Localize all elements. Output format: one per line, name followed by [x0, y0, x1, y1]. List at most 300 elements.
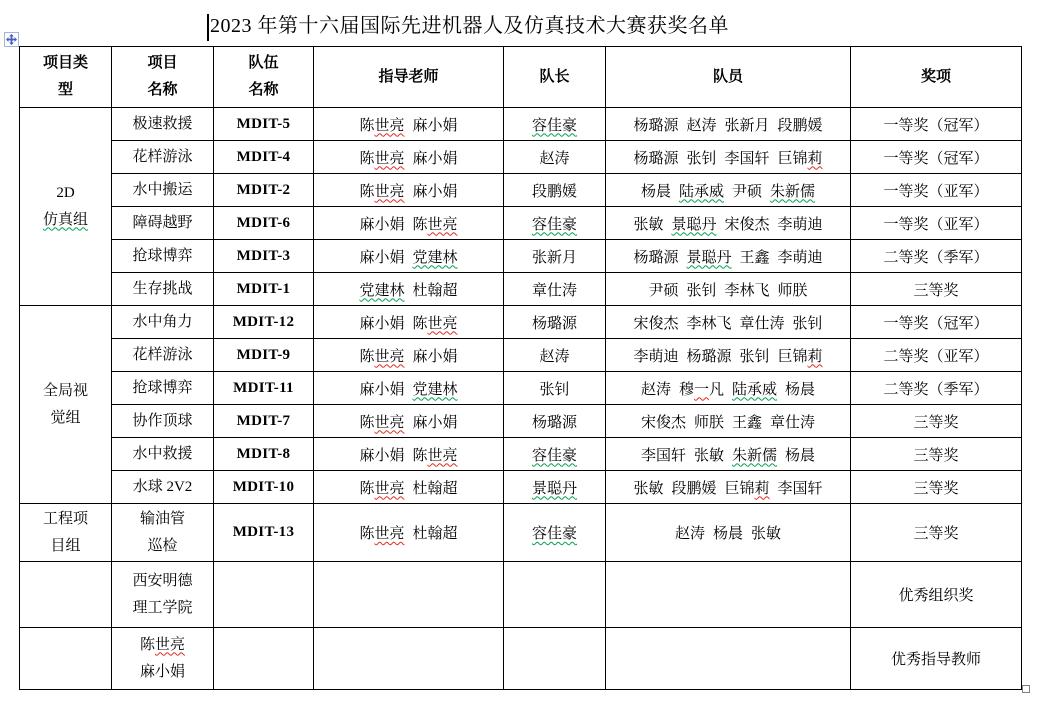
- project-cell[interactable]: [112, 141, 214, 174]
- cell-line: [114, 441, 211, 468]
- text-segment: 宋俊杰: [640, 414, 686, 431]
- person-name: [770, 180, 815, 201]
- person-name: [732, 378, 777, 399]
- person-name: [532, 411, 577, 432]
- person-name: [648, 279, 678, 300]
- text-segment: 世亮: [374, 480, 405, 497]
- text-segment: 景聪丹: [531, 480, 577, 497]
- text-segment: 张敏: [633, 216, 664, 233]
- person-name: [641, 411, 686, 432]
- header-captain[interactable]: [504, 47, 606, 108]
- captain-cell[interactable]: [504, 438, 606, 471]
- project-cell[interactable]: [112, 207, 214, 240]
- project-cell[interactable]: [112, 438, 214, 471]
- captain-cell[interactable]: [504, 240, 606, 273]
- members-cell[interactable]: [606, 471, 851, 504]
- text-segment: 王鑫: [732, 414, 763, 431]
- text-segment: 麻小娟: [359, 249, 405, 266]
- table-row: [20, 240, 1022, 273]
- person-name: [785, 378, 815, 399]
- captain-cell[interactable]: [504, 405, 606, 438]
- advisors-cell[interactable]: [314, 405, 504, 438]
- person-name: [359, 378, 404, 399]
- person-name: [686, 147, 716, 168]
- text-segment: 陈: [359, 480, 375, 497]
- cell-line: 队员: [712, 68, 743, 85]
- table-row: [20, 405, 1022, 438]
- person-name: [413, 378, 458, 399]
- table-row: [20, 372, 1022, 405]
- captain-cell[interactable]: [504, 339, 606, 372]
- text-segment: 全局视: [42, 382, 88, 399]
- text-segment: 水中角力: [132, 313, 193, 330]
- person-name: [785, 444, 815, 465]
- person-name: [686, 345, 731, 366]
- text-segment: 段鹏媛: [777, 117, 823, 134]
- person-name: [413, 522, 458, 543]
- person-name: [732, 180, 762, 201]
- members-cell[interactable]: [606, 405, 851, 438]
- person-name: [778, 114, 823, 135]
- table-move-handle[interactable]: [4, 32, 19, 47]
- members-cell[interactable]: [606, 174, 851, 207]
- person-name: [532, 180, 577, 201]
- text-segment: 杨晨: [712, 526, 743, 542]
- advisors-cell[interactable]: [314, 306, 504, 339]
- table-row: [20, 273, 1022, 306]
- text-segment: 觉组: [50, 409, 81, 426]
- team-cell[interactable]: MDIT-8: [214, 438, 314, 471]
- person-name: [778, 477, 823, 498]
- text-segment: 张钊: [539, 381, 570, 398]
- text-segment: 麻小娟: [412, 183, 458, 200]
- person-name: [724, 477, 769, 498]
- award-cell[interactable]: 优秀组织奖: [851, 562, 1022, 628]
- person-name: [413, 411, 458, 432]
- person-name: [713, 522, 743, 543]
- project-cell[interactable]: [112, 471, 214, 504]
- text-segment: 张敏: [633, 480, 664, 497]
- text-segment: 景聪丹: [686, 249, 732, 266]
- text-segment: 抢球博弈: [132, 379, 193, 396]
- text-segment: 党建林: [412, 249, 458, 266]
- person-name: [359, 246, 404, 267]
- header-award[interactable]: [851, 47, 1022, 108]
- person-name: [413, 345, 458, 366]
- header-team[interactable]: [214, 47, 314, 108]
- captain-cell[interactable]: [504, 372, 606, 405]
- header-advisor[interactable]: [314, 47, 504, 108]
- text-segment: 杨璐源: [633, 150, 679, 167]
- captain-cell[interactable]: [504, 174, 606, 207]
- team-cell[interactable]: MDIT-6: [214, 207, 314, 240]
- text-segment: 赵涛: [539, 150, 570, 167]
- person-name: [413, 279, 458, 300]
- text-segment: 师朕: [693, 414, 724, 431]
- captain-cell[interactable]: [504, 504, 606, 562]
- text-segment: 陈: [359, 348, 375, 365]
- award-cell[interactable]: 三等奖: [851, 471, 1022, 504]
- advisors-cell[interactable]: [314, 240, 504, 273]
- members-cell[interactable]: [606, 438, 851, 471]
- cell-line: [114, 568, 211, 595]
- table-row: [20, 562, 1022, 628]
- advisors-cell[interactable]: [314, 628, 504, 690]
- cell-line: [22, 405, 109, 432]
- text-segment: 世亮: [427, 216, 458, 233]
- captain-cell[interactable]: [504, 108, 606, 141]
- person-name: [359, 147, 404, 168]
- project-cell[interactable]: [112, 339, 214, 372]
- person-name: [686, 114, 716, 135]
- advisors-cell[interactable]: [314, 438, 504, 471]
- text-segment: 麻小娟: [359, 381, 405, 398]
- text-segment: 张钊: [739, 348, 770, 365]
- members-cell[interactable]: [606, 504, 851, 562]
- person-name: [532, 312, 577, 333]
- text-segment: 水球 2V2: [132, 478, 193, 495]
- project-cell[interactable]: [112, 306, 214, 339]
- page-title[interactable]: 2023 年第十六届国际先进机器人及仿真技术大赛获奖名单: [210, 15, 729, 37]
- advisors-cell[interactable]: [314, 562, 504, 628]
- text-segment: 段鹏媛: [531, 183, 577, 200]
- text-segment: 凡: [709, 381, 725, 398]
- text-segment: 抢球博弈: [132, 247, 193, 264]
- text-segment: 障碍越野: [132, 214, 193, 231]
- project-cell[interactable]: [112, 562, 214, 628]
- text-segment: 陈: [359, 526, 375, 542]
- text-segment: 容佳豪: [531, 117, 577, 134]
- text-segment: 赵涛: [640, 381, 671, 398]
- project-cell[interactable]: [112, 108, 214, 141]
- cell-line: 队长: [539, 68, 570, 85]
- members-cell[interactable]: [606, 273, 851, 306]
- person-name: [686, 279, 716, 300]
- award-cell[interactable]: 三等奖: [851, 405, 1022, 438]
- text-segment: 陈: [359, 183, 375, 200]
- cell-line: [22, 533, 109, 560]
- person-name: [694, 411, 724, 432]
- advisors-cell[interactable]: [314, 108, 504, 141]
- person-name: [539, 345, 569, 366]
- text-segment: 杨晨: [640, 183, 671, 200]
- person-name: [359, 279, 404, 300]
- advisors-cell[interactable]: [314, 471, 504, 504]
- text-segment: 杨璐源: [686, 348, 732, 365]
- members-cell[interactable]: [606, 306, 851, 339]
- person-name: [412, 213, 457, 234]
- text-segment: 西安明德: [132, 572, 193, 589]
- person-name: [539, 378, 569, 399]
- text-segment: 花样游泳: [132, 346, 193, 363]
- cell-line: 名称: [248, 82, 279, 98]
- person-name: [412, 312, 457, 333]
- cell-line: [114, 309, 211, 336]
- project-cell[interactable]: [112, 273, 214, 306]
- text-segment: 李国轩: [640, 447, 686, 464]
- award-cell[interactable]: 二等奖（季军）: [851, 240, 1022, 273]
- team-cell[interactable]: MDIT-10: [214, 471, 314, 504]
- captain-cell[interactable]: [504, 207, 606, 240]
- text-segment: 杨璐源: [531, 315, 577, 332]
- cell-line: 名称: [147, 82, 178, 98]
- text-segment: 段鹏媛: [671, 480, 717, 497]
- person-name: [641, 378, 671, 399]
- project-cell[interactable]: [112, 240, 214, 273]
- text-segment: 世亮: [374, 414, 405, 431]
- header-members[interactable]: [606, 47, 851, 108]
- header-category[interactable]: [20, 47, 112, 108]
- category-cell[interactable]: [20, 504, 112, 562]
- text-segment: 麻小娟: [139, 663, 185, 680]
- text-segment: 师朕: [777, 282, 808, 299]
- text-segment: 巡检: [147, 537, 178, 554]
- members-cell[interactable]: [606, 562, 851, 628]
- cell-line: 奖项: [920, 68, 951, 85]
- award-cell[interactable]: 优秀指导教师: [851, 628, 1022, 690]
- team-cell[interactable]: MDIT-4: [214, 141, 314, 174]
- person-name: [671, 213, 716, 234]
- advisors-cell[interactable]: [314, 504, 504, 562]
- members-cell[interactable]: [606, 339, 851, 372]
- person-name: [641, 180, 671, 201]
- person-name: [724, 147, 769, 168]
- text-segment: 杜翰超: [412, 526, 458, 542]
- award-cell[interactable]: 一等奖（亚军）: [851, 207, 1022, 240]
- award-cell[interactable]: 一等奖（亚军）: [851, 174, 1022, 207]
- cell-line: [114, 533, 211, 560]
- project-cell[interactable]: [112, 174, 214, 207]
- category-cell[interactable]: [20, 562, 112, 628]
- award-cell[interactable]: 二等奖（季军）: [851, 372, 1022, 405]
- person-name: [532, 279, 577, 300]
- advisors-cell[interactable]: [314, 339, 504, 372]
- cell-line: [114, 632, 211, 659]
- person-name: [778, 213, 823, 234]
- person-name: [532, 213, 577, 234]
- table-row: [20, 339, 1022, 372]
- project-cell[interactable]: [112, 405, 214, 438]
- text-segment: 杨璐源: [531, 414, 577, 431]
- advisors-cell[interactable]: [314, 207, 504, 240]
- team-cell[interactable]: MDIT-1: [214, 273, 314, 306]
- text-segment: 仿真组: [42, 211, 88, 228]
- project-cell[interactable]: [112, 504, 214, 562]
- text-segment: 杨璐源: [633, 117, 679, 134]
- text-segment: 理工学院: [132, 599, 193, 616]
- text-segment: 王鑫: [739, 249, 770, 266]
- text-segment: 张钊: [686, 150, 717, 167]
- text-segment: 李萌迪: [777, 249, 823, 266]
- text-segment: 张敏: [693, 447, 724, 464]
- text-segment: 杨璐源: [633, 249, 679, 266]
- text-segment: 李林飞: [724, 282, 770, 299]
- category-cell[interactable]: [20, 306, 112, 504]
- cell-line: [114, 276, 211, 303]
- award-cell[interactable]: 二等奖（亚军）: [851, 339, 1022, 372]
- table-row: [20, 207, 1022, 240]
- text-segment: 工程项: [42, 510, 88, 527]
- text-segment: 李林飞: [686, 315, 732, 332]
- captain-cell[interactable]: [504, 471, 606, 504]
- text-segment: 赵涛: [686, 117, 717, 134]
- award-cell[interactable]: 三等奖: [851, 273, 1022, 306]
- text-segment: 世亮: [374, 348, 405, 365]
- person-name: [413, 114, 458, 135]
- text-segment: 朱新儒: [770, 183, 816, 200]
- text-segment: 宋俊杰: [724, 216, 770, 233]
- person-name: [359, 114, 404, 135]
- captain-cell[interactable]: [504, 306, 606, 339]
- person-name: [725, 213, 770, 234]
- text-segment: 巨锦: [777, 150, 808, 167]
- person-name: [359, 213, 404, 234]
- text-segment: 章仕涛: [739, 315, 785, 332]
- advisors-cell[interactable]: [314, 372, 504, 405]
- text-segment: 陈: [412, 447, 428, 464]
- award-cell[interactable]: 一等奖（冠军）: [851, 306, 1022, 339]
- person-name: [740, 246, 770, 267]
- person-name: [359, 312, 404, 333]
- team-cell[interactable]: MDIT-12: [214, 306, 314, 339]
- header-row: [20, 47, 1022, 108]
- text-segment: 世亮: [155, 636, 186, 653]
- advisors-cell[interactable]: [314, 273, 504, 306]
- text-segment: 章仕涛: [531, 282, 577, 299]
- captain-cell[interactable]: [504, 141, 606, 174]
- text-segment: 麻小娟: [359, 216, 405, 233]
- person-name: [793, 312, 823, 333]
- award-cell[interactable]: 一等奖（冠军）: [851, 141, 1022, 174]
- person-name: [778, 147, 823, 168]
- team-cell[interactable]: MDIT-11: [214, 372, 314, 405]
- person-name: [359, 477, 404, 498]
- team-cell[interactable]: MDIT-7: [214, 405, 314, 438]
- text-segment: 陈: [139, 636, 155, 653]
- text-segment: 莉: [807, 150, 823, 167]
- award-cell[interactable]: 三等奖: [851, 504, 1022, 562]
- person-name: [725, 279, 770, 300]
- team-cell[interactable]: [214, 562, 314, 628]
- person-name: [532, 246, 577, 267]
- project-cell[interactable]: [112, 628, 214, 690]
- captain-cell[interactable]: [504, 273, 606, 306]
- text-segment: 陈: [412, 216, 428, 233]
- members-cell[interactable]: [606, 240, 851, 273]
- award-cell[interactable]: 三等奖: [851, 438, 1022, 471]
- person-name: [633, 312, 678, 333]
- person-name: [740, 312, 785, 333]
- text-segment: 2D: [56, 184, 75, 201]
- person-name: [532, 522, 577, 543]
- text-segment: 容佳豪: [531, 447, 577, 464]
- person-name: [633, 114, 678, 135]
- person-name: [359, 411, 404, 432]
- table-row: [20, 438, 1022, 471]
- text-segment: 党建林: [412, 381, 458, 398]
- cell-line: [114, 506, 211, 533]
- team-cell[interactable]: MDIT-2: [214, 174, 314, 207]
- award-cell[interactable]: 一等奖（冠军）: [851, 108, 1022, 141]
- text-segment: 朱新儒: [732, 447, 778, 464]
- person-name: [778, 246, 823, 267]
- cell-line: 项目类: [42, 55, 88, 71]
- awards-table-header: [20, 47, 1022, 108]
- text-segment: 李国轩: [777, 480, 823, 497]
- members-cell[interactable]: [606, 108, 851, 141]
- cell-line: [114, 408, 211, 435]
- person-name: [694, 444, 724, 465]
- text-segment: 杜翰超: [412, 282, 458, 299]
- cell-line: [22, 207, 109, 234]
- person-name: [413, 246, 458, 267]
- text-segment: 巨锦: [724, 480, 755, 497]
- team-cell[interactable]: MDIT-13: [214, 504, 314, 562]
- person-name: [413, 180, 458, 201]
- project-cell[interactable]: [112, 372, 214, 405]
- captain-cell[interactable]: [504, 562, 606, 628]
- captain-cell[interactable]: [504, 628, 606, 690]
- text-segment: 容佳豪: [531, 216, 577, 233]
- team-cell[interactable]: MDIT-5: [214, 108, 314, 141]
- text-segment: 水中搬运: [132, 181, 193, 198]
- person-name: [359, 180, 404, 201]
- cell-line: 队伍: [248, 55, 279, 71]
- person-name: [671, 477, 716, 498]
- team-cell[interactable]: MDIT-3: [214, 240, 314, 273]
- members-cell[interactable]: [606, 628, 851, 690]
- person-name: [686, 246, 731, 267]
- cell-line: [114, 177, 211, 204]
- members-cell[interactable]: [606, 372, 851, 405]
- header-project[interactable]: [112, 47, 214, 108]
- members-cell[interactable]: [606, 207, 851, 240]
- text-segment: 麻小娟: [359, 315, 405, 332]
- text-segment: 世亮: [374, 526, 405, 542]
- cell-line: 型: [57, 82, 73, 98]
- person-name: [679, 378, 724, 399]
- awards-table: [19, 46, 1022, 690]
- category-cell[interactable]: [20, 628, 112, 690]
- cell-line: [114, 659, 211, 686]
- text-segment: 麻小娟: [412, 150, 458, 167]
- table-row: [20, 108, 1022, 141]
- text-segment: 李萌迪: [777, 216, 823, 233]
- text-segment: 世亮: [374, 150, 405, 167]
- text-segment: 麻小娟: [412, 348, 458, 365]
- cell-line: [22, 378, 109, 405]
- text-segment: 莉: [807, 348, 823, 365]
- cell-line: [114, 474, 211, 501]
- members-cell[interactable]: [606, 141, 851, 174]
- advisors-cell[interactable]: [314, 141, 504, 174]
- text-segment: 协作顶球: [132, 412, 193, 429]
- cell-line: 项目: [147, 55, 178, 71]
- text-segment: 尹硕: [732, 183, 763, 200]
- text-segment: 李萌迪: [633, 348, 679, 365]
- team-cell[interactable]: [214, 628, 314, 690]
- table-resize-handle[interactable]: [1022, 685, 1030, 693]
- text-segment: 容佳豪: [531, 526, 577, 542]
- category-cell[interactable]: [20, 108, 112, 306]
- table-row: [20, 504, 1022, 562]
- advisors-cell[interactable]: [314, 174, 504, 207]
- person-name: [778, 345, 823, 366]
- text-segment: 世亮: [374, 117, 405, 134]
- team-cell[interactable]: MDIT-9: [214, 339, 314, 372]
- cell-line: [114, 144, 211, 171]
- text-segment: 陈: [359, 150, 375, 167]
